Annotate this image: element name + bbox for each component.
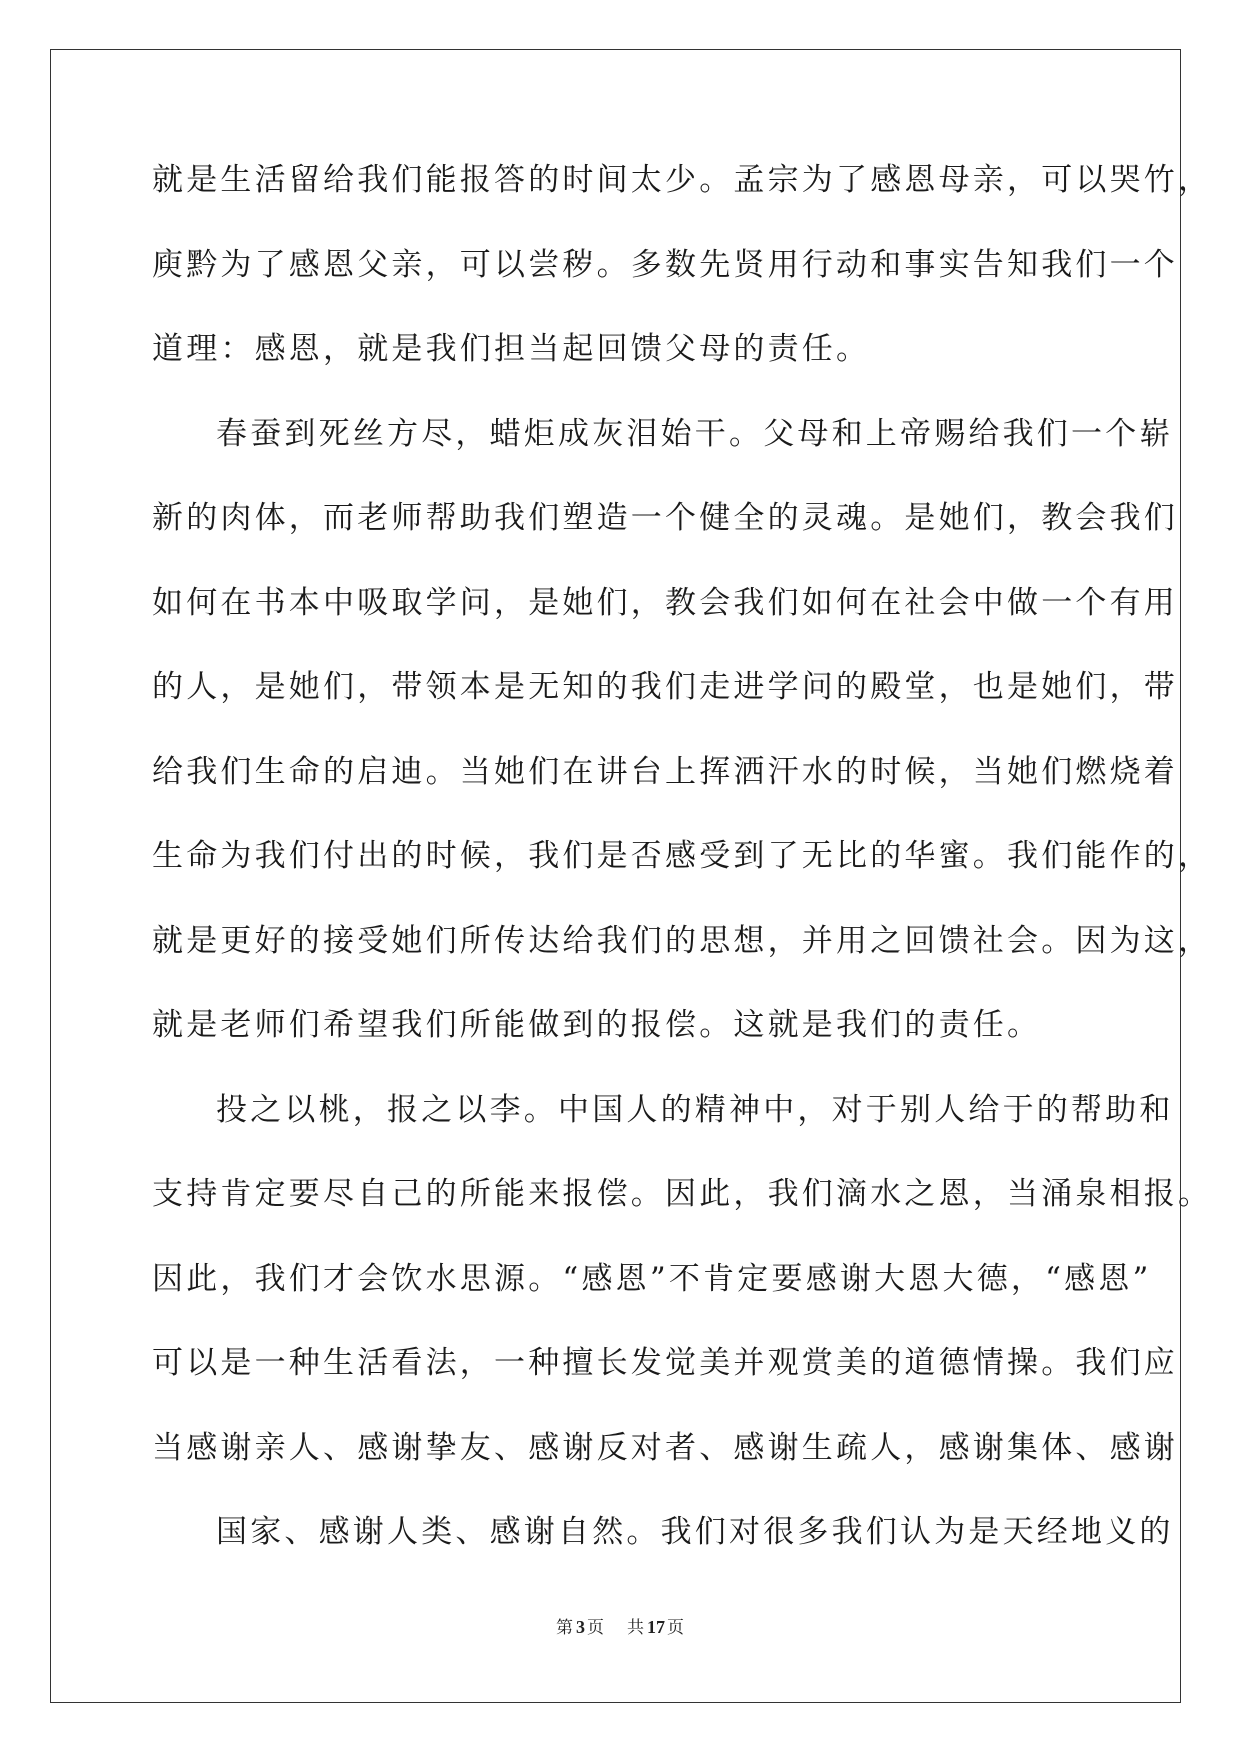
text-line: 就是生活留给我们能报答的时间太少。孟宗为了感恩母亲，可以哭竹， xyxy=(152,162,1213,198)
total-prefix: 共 xyxy=(627,1618,645,1638)
text-line: 道理：感恩，就是我们担当起回馈父母的责任。 xyxy=(152,331,871,367)
text-line: 因此，我们才会饮水思源。“感恩”不肯定要感谢大恩大德，“感恩” xyxy=(152,1260,1152,1297)
total-suffix: 页 xyxy=(667,1618,685,1638)
text-line: 给我们生命的启迪。当她们在讲台上挥洒汗水的时候，当她们燃烧着 xyxy=(152,753,1178,790)
text-line: 支持肯定要尽自己的所能来报偿。因此，我们滴水之恩，当涌泉相报。 xyxy=(152,1176,1213,1212)
paragraph-start-line: 国家、感谢人类、感谢自然。我们对很多我们认为是天经地义的 xyxy=(216,1514,1174,1550)
page-prefix: 第 xyxy=(556,1618,574,1638)
paragraph-start-line: 春蚕到死丝方尽，蜡炬成灰泪始干。父母和上帝赐给我们一个崭 xyxy=(216,415,1174,452)
page-number: 3 xyxy=(576,1617,585,1637)
text-line: 如何在书本中吸取学问，是她们，教会我们如何在社会中做一个有用 xyxy=(152,584,1178,621)
total-pages: 17 xyxy=(647,1617,665,1637)
document-body xyxy=(152,158,1213,1595)
page-footer xyxy=(0,1613,1241,1638)
text-line: 的人，是她们，带领本是无知的我们走进学问的殿堂，也是她们，带 xyxy=(152,669,1178,705)
text-line: 就是老师们希望我们所能做到的报偿。这就是我们的责任。 xyxy=(152,1007,1042,1043)
text-line: 可以是一种生活看法，一种擅长发觉美并观赏美的道德情操。我们应 xyxy=(152,1345,1178,1381)
text-line: 当感谢亲人、感谢挚友、感谢反对者、感谢生疏人，感谢集体、感谢 xyxy=(152,1429,1178,1466)
paragraph-start-line: 投之以桃，报之以李。中国人的精神中，对于别人给于的帮助和 xyxy=(216,1091,1174,1128)
text-line: 就是更好的接受她们所传达给我们的思想，并用之回馈社会。因为这， xyxy=(152,922,1213,959)
text-line: 生命为我们付出的时候，我们是否感受到了无比的华蜜。我们能作的， xyxy=(152,838,1213,874)
page-suffix: 页 xyxy=(587,1618,605,1638)
text-line: 庾黔为了感恩父亲，可以尝秽。多数先贤用行动和事实告知我们一个 xyxy=(152,246,1178,283)
text-line: 新的肉体，而老师帮助我们塑造一个健全的灵魂。是她们，教会我们 xyxy=(152,500,1178,536)
